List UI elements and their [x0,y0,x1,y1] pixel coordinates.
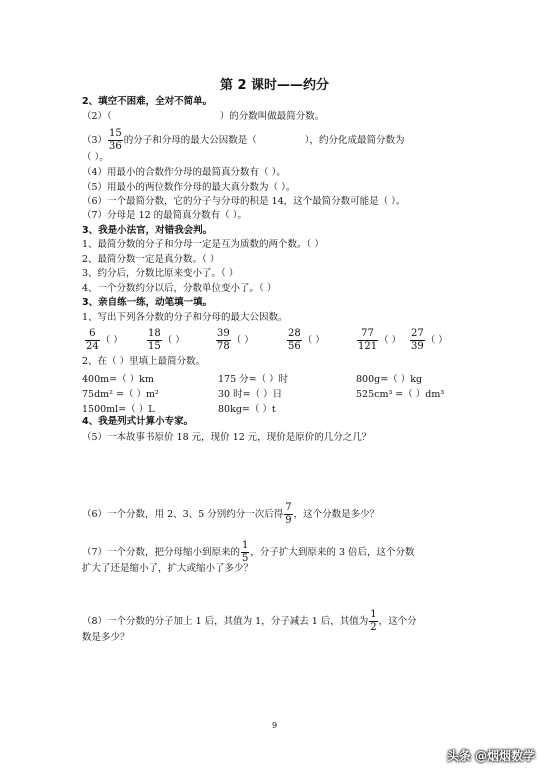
judge-item-2: 2、最简分数一定是真分数。（ ） [82,254,220,265]
question-4-line: （4）用最小的合数作分母的最简真分数有（ ）。 [82,167,286,178]
practice-1-instruction: 1、写出下列各分数的分子和分母的最大公因数。 [82,312,288,323]
section-practice-heading: 3、亲自练一练，动笔填一填。 [82,297,213,308]
page-number: 9 [271,721,278,730]
unit-item-4: 75dm² =（ ）m² [82,389,159,400]
unit-item-5: 30 时=（ ）日 [218,389,283,400]
section-calculation-heading: 4、我是列式计算小专家。 [82,416,194,427]
question-2-line: （2）（ ）的分数叫做最简分数。 [82,111,325,122]
gcd-item-4: $\frac{28}{56}$ （ ） [288,328,325,352]
unit-item-8: 80kg=（ ）t [218,404,276,415]
question-6-line: （6）一个最简分数，它的分子与分母的积是 14，这个最简分数可能是（ ）。 [82,196,406,207]
question-5-line: （5）用最小的两位数作分母的最大真分数为（ ）。 [82,182,296,193]
problem-6: （6）一个分数，用 2、3、5 分别约分一次后得 $\frac{7}{9}$ ，这个分数是多少？ [82,502,380,526]
section-judge-heading: 3、我是小法官，对错我会判。 [82,225,213,236]
unit-item-1: 400m=（ ）km [82,374,154,385]
judge-item-4: 4、一个分数约分以后，分数单位变小了。（ ） [82,283,277,294]
problem-7: （7）一个分数，把分母缩小到原来的 $\frac{1}{5}$ ，分子扩大到原来的 3 倍后，这个分数 [82,540,415,564]
gcd-item-1: $\frac{6}{24}$ （ ） [86,328,123,352]
question-3-answer-line: （ ）。 [82,152,109,163]
problem-7-continued: 扩大了还是缩小了，扩大或缩小了多少？ [82,563,254,574]
unit-item-2: 175 分=（ ）时 [218,374,289,385]
unit-item-6: 525cm³ =（ ）dm³ [356,389,445,400]
gcd-item-3: $\frac{39}{78}$ （ ） [217,328,254,352]
judge-item-3: 3、约分后，分数比原来变小了。（ ） [82,268,239,279]
question-3-line: （3） $\frac{15}{36}$ 的分子和分母的最大公因数是（ ），约分化成最简分数为 [82,128,405,152]
fraction-1-2: $\frac{1}{2}$ [370,609,377,633]
problem-5: （5）一本故事书原价 18 元，现价 12 元，现价是原价的几分之几？ [82,432,372,443]
question-7-line: （7）分母是 12 的最简真分数有（ ）。 [82,210,247,221]
watermark-logo: 头条 @烟烟数学 [446,749,535,763]
page-title: 第 2 课时——约分 [219,78,330,93]
section-fill-blank-heading: 2、填空不困难，全对不简单。 [82,96,213,107]
fraction-7-9: $\frac{7}{9}$ [285,502,292,526]
fraction-15-36: $\frac{15}{36}$ [109,128,122,152]
unit-item-7: 1500ml=（ ）L [82,404,155,415]
gcd-item-2: $\frac{18}{15}$ （ ） [148,328,185,352]
problem-8: （8）一个分数的分子加上 1 后，其值为 1，分子减去 1 后，其值为 $\frac{1}{2}$ ，这个分 [82,609,417,633]
practice-2-instruction: 2、在（ ）里填上最简分数。 [82,356,206,367]
fraction-1-5: $\frac{1}{5}$ [242,540,249,564]
gcd-item-6: $\frac{27}{39}$ （ ） [411,328,448,352]
judge-item-1: 1、最简分数的分子和分母一定是互为质数的两个数。（ ） [82,239,324,250]
problem-8-continued: 数是多少？ [82,632,130,643]
gcd-item-5: $\frac{77}{121}$ （ ） [358,328,402,352]
unit-item-3: 800g=（ ）kg [356,374,423,385]
